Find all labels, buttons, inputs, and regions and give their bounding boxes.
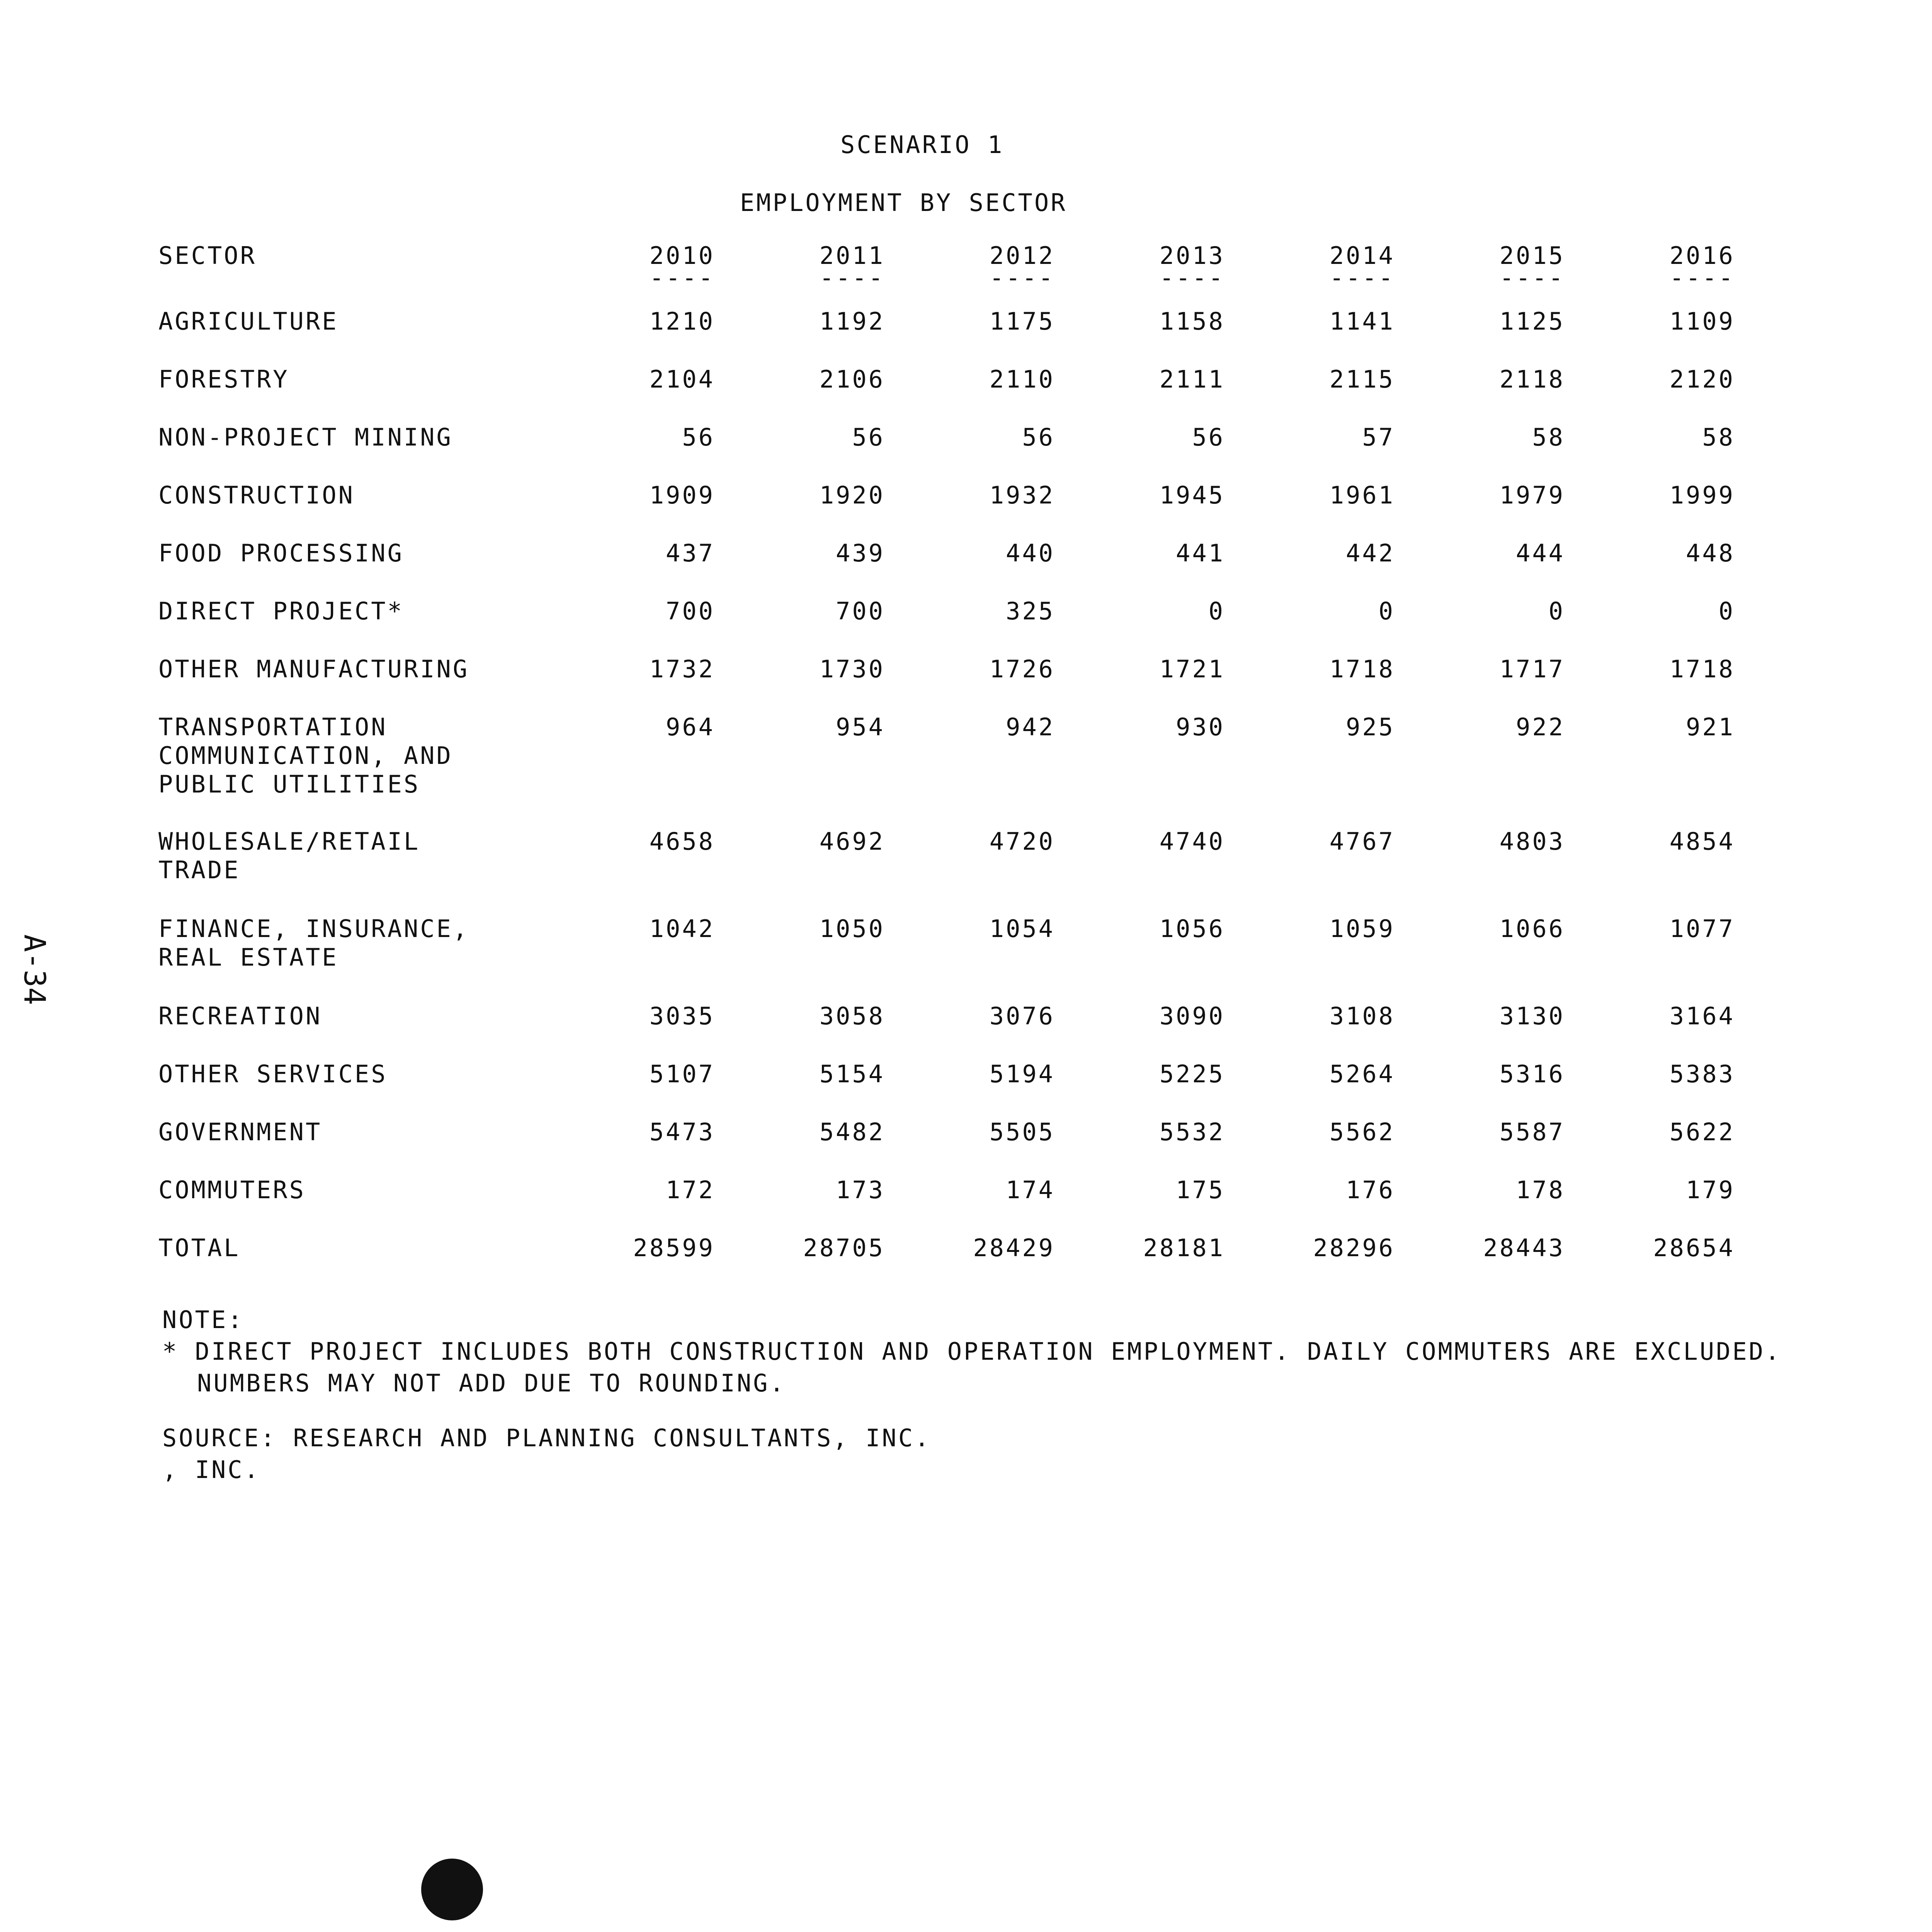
sector-cell: RECREATION [158, 1002, 322, 1030]
value-cell: 1730 [819, 655, 885, 683]
value-cell: 700 [836, 597, 885, 625]
value-cell: 1718 [1329, 655, 1395, 683]
value-cell: 5482 [819, 1118, 885, 1146]
sector-cell: AGRICULTURE [158, 307, 338, 335]
value-cell: 2115 [1329, 365, 1395, 393]
value-cell: 5532 [1159, 1118, 1225, 1146]
value-cell: 57 [1362, 423, 1395, 451]
year-label: 2016 [1669, 242, 1735, 270]
sector-cell: OTHER MANUFACTURING [158, 655, 469, 683]
value-cell: 925 [1346, 713, 1395, 741]
notes-section [162, 1304, 1932, 1486]
value-cell: 1059 [1329, 915, 1395, 943]
table-row [158, 307, 1735, 365]
value-cell: 4854 [1669, 827, 1735, 855]
value-cell: 4658 [649, 827, 715, 855]
value-cell: 56 [1192, 423, 1225, 451]
value-cell: 442 [1346, 539, 1395, 567]
sector-cell: OTHER SERVICES [158, 1060, 388, 1088]
value-cell: 28599 [633, 1234, 715, 1262]
value-cell: 1050 [819, 915, 885, 943]
sector-cell: NON-PROJECT MINING [158, 423, 453, 451]
value-cell: 5154 [819, 1060, 885, 1088]
value-cell: 56 [682, 423, 715, 451]
value-cell: 1717 [1499, 655, 1565, 683]
year-label: 2010 [649, 242, 715, 270]
table-row [158, 915, 1735, 1002]
value-cell: 921 [1686, 713, 1735, 741]
table-row [158, 1176, 1735, 1234]
value-cell: 942 [1006, 713, 1055, 741]
value-cell: 441 [1176, 539, 1225, 567]
value-cell: 3058 [819, 1002, 885, 1030]
year-label: 2014 [1329, 242, 1395, 270]
page-subtitle: EMPLOYMENT BY SECTOR [740, 189, 1067, 217]
value-cell: 178 [1516, 1176, 1565, 1204]
sector-cell: WHOLESALE/RETAIL TRADE [158, 827, 420, 884]
sector-cell: FOOD PROCESSING [158, 539, 404, 567]
value-cell: 172 [666, 1176, 715, 1204]
value-cell: 1210 [649, 307, 715, 335]
value-cell: 3090 [1159, 1002, 1225, 1030]
value-cell: 2106 [819, 365, 885, 393]
year-label: 2011 [819, 242, 885, 270]
source-line: SOURCE: RESEARCH AND PLANNING CONSULTANTS, INC. [162, 1424, 931, 1452]
value-cell: 1125 [1499, 307, 1565, 335]
value-cell: 173 [836, 1176, 885, 1204]
value-cell: 700 [666, 597, 715, 625]
value-cell: 440 [1006, 539, 1055, 567]
header-rule: ---- [819, 264, 885, 292]
value-cell: 56 [1022, 423, 1055, 451]
value-cell: 28705 [803, 1234, 885, 1262]
value-cell: 1077 [1669, 915, 1735, 943]
year-label: 2015 [1499, 242, 1565, 270]
sector-cell: COMMUTERS [158, 1176, 306, 1204]
value-cell: 5107 [649, 1060, 715, 1088]
value-cell: 0 [1548, 597, 1565, 625]
value-cell: 2110 [989, 365, 1055, 393]
table-row [158, 365, 1735, 423]
page-number [15, 916, 58, 1016]
value-cell: 2111 [1159, 365, 1225, 393]
table-body [158, 307, 1735, 1292]
value-cell: 3130 [1499, 1002, 1565, 1030]
value-cell: 56 [852, 423, 885, 451]
value-cell: 58 [1702, 423, 1735, 451]
sector-cell: TRANSPORTATION COMMUNICATION, AND PUBLIC UTILITIES [158, 713, 453, 798]
sector-cell: TOTAL [158, 1234, 240, 1262]
value-cell: 4803 [1499, 827, 1565, 855]
value-cell: 28443 [1483, 1234, 1565, 1262]
value-cell: 5225 [1159, 1060, 1225, 1088]
value-cell: 4740 [1159, 827, 1225, 855]
header-year [545, 242, 715, 292]
value-cell: 28181 [1143, 1234, 1225, 1262]
header-year [1055, 242, 1225, 292]
value-cell: 5264 [1329, 1060, 1395, 1088]
value-cell: 4692 [819, 827, 885, 855]
value-cell: 1721 [1159, 655, 1225, 683]
note-line: * DIRECT PROJECT INCLUDES BOTH CONSTRUCTION AND OPERATION EMPLOYMENT. DAILY COMMUTERS ARE EXCLUDED. [162, 1337, 1782, 1366]
table-row [158, 1002, 1735, 1060]
value-cell: 437 [666, 539, 715, 567]
note-line: NUMBERS MAY NOT ADD DUE TO ROUNDING. [197, 1369, 786, 1397]
value-cell: 1042 [649, 915, 715, 943]
sector-cell: FORESTRY [158, 365, 289, 393]
value-cell: 2104 [649, 365, 715, 393]
page-title: SCENARIO 1 [840, 131, 1004, 159]
header-year [715, 242, 885, 292]
value-cell: 1920 [819, 481, 885, 509]
header-year [885, 242, 1055, 292]
value-cell: 175 [1176, 1176, 1225, 1204]
value-cell: 448 [1686, 539, 1735, 567]
table-row [158, 1118, 1735, 1176]
table-row [158, 827, 1735, 915]
value-cell: 179 [1686, 1176, 1735, 1204]
sector-cell: FINANCE, INSURANCE, REAL ESTATE [158, 915, 469, 971]
value-cell: 5505 [989, 1118, 1055, 1146]
table-header [158, 242, 1735, 307]
value-cell: 1141 [1329, 307, 1395, 335]
year-label: 2013 [1159, 242, 1225, 270]
value-cell: 3076 [989, 1002, 1055, 1030]
employment-table [158, 242, 1735, 1292]
table-row [158, 539, 1735, 597]
value-cell: 28296 [1313, 1234, 1395, 1262]
value-cell: 1979 [1499, 481, 1565, 509]
value-cell: 964 [666, 713, 715, 741]
value-cell: 3035 [649, 1002, 715, 1030]
header-rule: ---- [649, 264, 715, 292]
value-cell: 2118 [1499, 365, 1565, 393]
value-cell: 5473 [649, 1118, 715, 1146]
value-cell: 5622 [1669, 1118, 1735, 1146]
value-cell: 922 [1516, 713, 1565, 741]
value-cell: 174 [1006, 1176, 1055, 1204]
value-cell: 1961 [1329, 481, 1395, 509]
value-cell: 2120 [1669, 365, 1735, 393]
value-cell: 5194 [989, 1060, 1055, 1088]
value-cell: 0 [1378, 597, 1395, 625]
value-cell: 930 [1176, 713, 1225, 741]
value-cell: 1056 [1159, 915, 1225, 943]
value-cell: 3108 [1329, 1002, 1395, 1030]
value-cell: 5587 [1499, 1118, 1565, 1146]
value-cell: 1158 [1159, 307, 1225, 335]
table-row [158, 1060, 1735, 1118]
binder-hole [421, 1859, 483, 1920]
value-cell: 5562 [1329, 1118, 1395, 1146]
value-cell: 439 [836, 539, 885, 567]
year-label: 2012 [989, 242, 1055, 270]
header-sector: SECTOR [158, 242, 257, 270]
value-cell: 176 [1346, 1176, 1395, 1204]
value-cell: 1909 [649, 481, 715, 509]
table-row [158, 481, 1735, 539]
header-year [1565, 242, 1735, 292]
sector-cell: CONSTRUCTION [158, 481, 355, 509]
value-cell: 444 [1516, 539, 1565, 567]
header-rule: ---- [1159, 264, 1225, 292]
value-cell: 28654 [1653, 1234, 1735, 1262]
note-label: NOTE: [162, 1306, 244, 1334]
sector-cell: GOVERNMENT [158, 1118, 322, 1146]
value-cell: 1175 [989, 307, 1055, 335]
value-cell: 4720 [989, 827, 1055, 855]
page-number-label: A-34 [17, 934, 52, 1005]
value-cell: 58 [1532, 423, 1565, 451]
table-row [158, 713, 1735, 827]
value-cell: 28429 [973, 1234, 1055, 1262]
header-rule: ---- [1499, 264, 1565, 292]
value-cell: 1932 [989, 481, 1055, 509]
table-row [158, 597, 1735, 655]
value-cell: 4767 [1329, 827, 1395, 855]
value-cell: 325 [1006, 597, 1055, 625]
source-fragment: , INC. [162, 1456, 260, 1484]
sector-cell: DIRECT PROJECT* [158, 597, 404, 625]
header-rule: ---- [1329, 264, 1395, 292]
value-cell: 0 [1208, 597, 1225, 625]
value-cell: 1192 [819, 307, 885, 335]
table-row [158, 423, 1735, 481]
value-cell: 5383 [1669, 1060, 1735, 1088]
header-year [1225, 242, 1395, 292]
value-cell: 1726 [989, 655, 1055, 683]
value-cell: 954 [836, 713, 885, 741]
header-year [1395, 242, 1565, 292]
value-cell: 1999 [1669, 481, 1735, 509]
header-rule: ---- [989, 264, 1055, 292]
table-row [158, 1234, 1735, 1292]
value-cell: 3164 [1669, 1002, 1735, 1030]
value-cell: 5316 [1499, 1060, 1565, 1088]
value-cell: 1066 [1499, 915, 1565, 943]
value-cell: 0 [1718, 597, 1735, 625]
value-cell: 1718 [1669, 655, 1735, 683]
table-row [158, 655, 1735, 713]
value-cell: 1732 [649, 655, 715, 683]
value-cell: 1054 [989, 915, 1055, 943]
value-cell: 1109 [1669, 307, 1735, 335]
value-cell: 1945 [1159, 481, 1225, 509]
header-rule: ---- [1669, 264, 1735, 292]
